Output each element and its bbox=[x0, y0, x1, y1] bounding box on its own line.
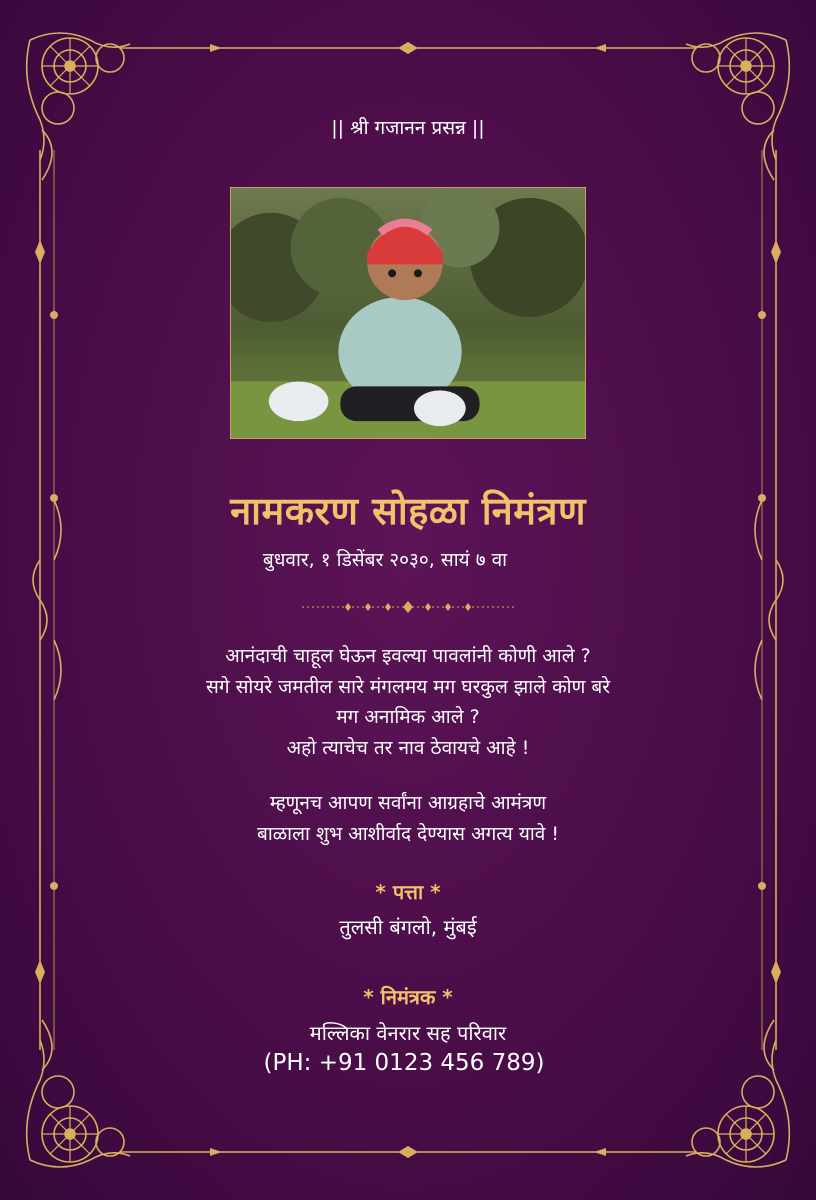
verse-line: सगे सोयरे जमतील सारे मंगलमय मग घरकुल झाले कोण बरे bbox=[206, 675, 610, 698]
host-phone: (PH: +91 0123 456 789) bbox=[263, 1050, 545, 1076]
address-value: तुलसी बंगलो, मुंबई bbox=[339, 915, 477, 939]
blessing-line: || श्री गजानन प्रसन्न || bbox=[331, 117, 485, 139]
decorative-divider bbox=[302, 600, 514, 614]
invite-line: म्हणूनच आपण सर्वांना आग्रहाचे आमंत्रण bbox=[269, 792, 547, 814]
verse-line: अहो त्याचेच तर नाव ठेवायचे आहे ! bbox=[286, 736, 530, 759]
invite-block bbox=[0, 788, 816, 849]
invitation-title: नामकरण सोहळा निमंत्रण bbox=[230, 489, 586, 533]
verse-block bbox=[0, 641, 816, 763]
verse-line: मग अनामिक आले ? bbox=[336, 706, 480, 728]
host-name: मल्लिका वेनरार सह परिवार bbox=[309, 1021, 507, 1045]
host-heading: * निमंत्रक * bbox=[363, 985, 453, 1009]
invite-line: बाळाला शुभ आशीर्वाद देण्यास अगत्य यावे ! bbox=[256, 822, 560, 845]
address-heading: * पत्ता * bbox=[375, 880, 441, 904]
verse-line: आनंदाची चाहूल घेऊन इवल्या पावलांनी कोणी आले ? bbox=[225, 645, 591, 667]
event-date-time: बुधवार, १ डिसेंबर २०३०, सायं ७ वा bbox=[262, 549, 508, 571]
baby-photo bbox=[230, 187, 586, 439]
